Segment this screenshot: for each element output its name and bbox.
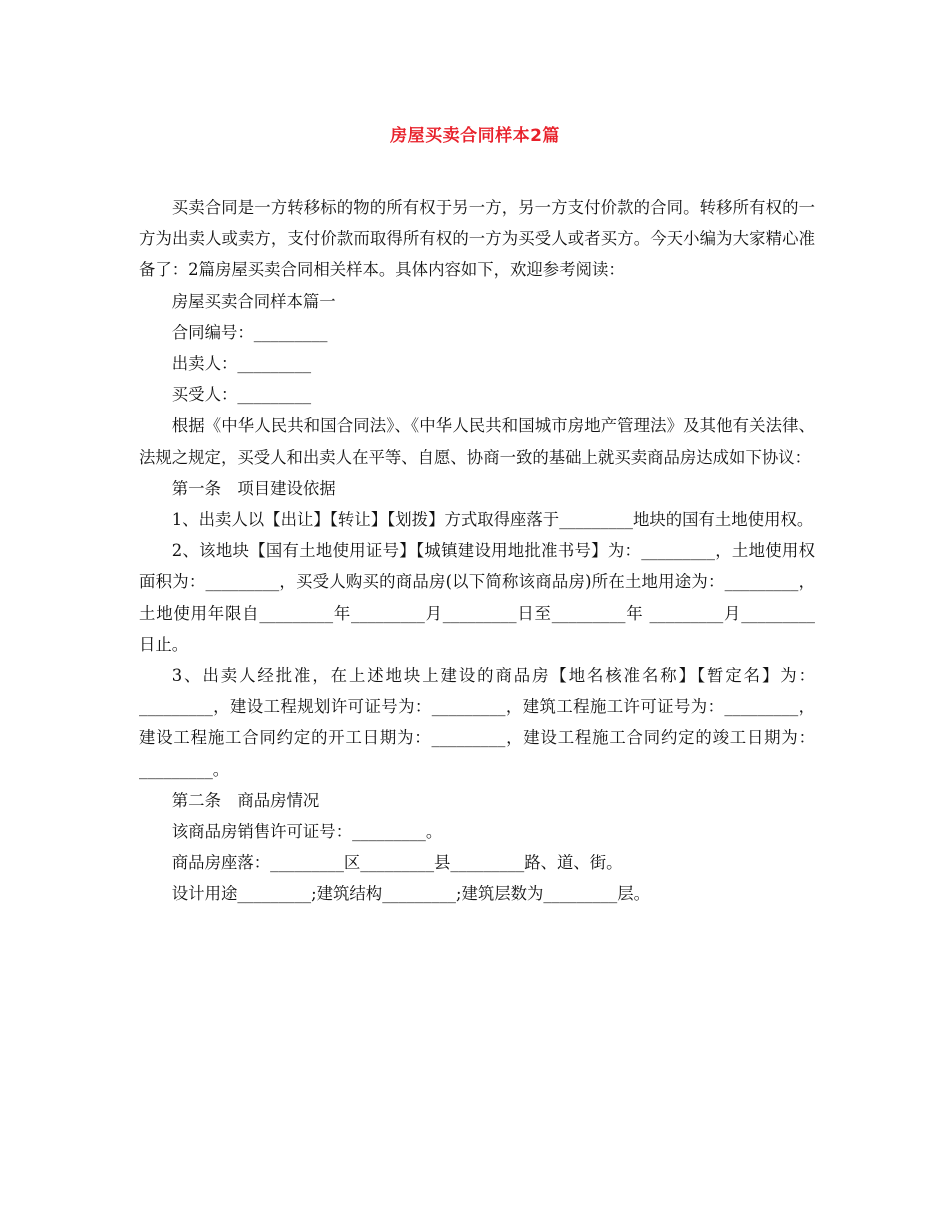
contract-number-line: 合同编号：_________ bbox=[171, 322, 328, 342]
article-one-clause-1: 1、出卖人以【出让】【转让】【划拨】方式取得座落于_________地块的国有土地使用权。 bbox=[171, 510, 814, 530]
design-use-line: 设计用途_________;建筑结构_________;建筑层数为_________层。 bbox=[171, 884, 650, 904]
intro-paragraph: 买卖合同是一方转移标的物的所有权于另一方，另一方支付价款的合同。转移所有权的一方为出卖人或卖方，支付价款而取得所有权的一方为买受人或者买方。今天小编为大家精心准备了：2篇房屋买卖合同相关样本。具体内容如下，欢迎参考阅读： bbox=[139, 198, 815, 280]
article-two-heading: 第二条 商品房情况 bbox=[171, 790, 320, 810]
seller-line: 出卖人：_________ bbox=[171, 354, 312, 374]
sales-permit-line: 该商品房销售许可证号：_________。 bbox=[171, 822, 443, 842]
article-one-clause-2: 2、该地块【国有土地使用证号】【城镇建设用地批准书号】为：_________，土地使用权面积为：_________，买受人购买的商品房(以下简称该商品房)所在土地用途为：_________，土地使用年限自_________年_________月_________日至_________年 _________月_________日止。 bbox=[139, 541, 815, 654]
location-line: 商品房座落：_________区_________县_________路、道、街。 bbox=[171, 853, 623, 873]
legal-basis-paragraph: 根据《中华人民共和国合同法》、《中华人民共和国城市房地产管理法》及其他有关法律、法规之规定，买受人和出卖人在平等、自愿、协商一致的基础上就买卖商品房达成如下协议： bbox=[139, 416, 815, 467]
article-one-heading: 第一条 项目建设依据 bbox=[171, 478, 336, 498]
document-body bbox=[139, 192, 815, 910]
buyer-line: 买受人：_________ bbox=[171, 385, 312, 405]
article-one-clause-3: 3、出卖人经批准，在上述地块上建设的商品房【地名核准名称】【暂定名】为：_________，建设工程规划许可证号为：_________，建筑工程施工许可证号为：_________，建设工程施工合同约定的开工日期为：_________，建设工程施工合同约定的竣工日期为：_________。 bbox=[139, 666, 815, 779]
document-title: 房屋买卖合同样本2篇 bbox=[390, 126, 560, 146]
section-heading-sample-one: 房屋买卖合同样本篇一 bbox=[171, 291, 336, 311]
